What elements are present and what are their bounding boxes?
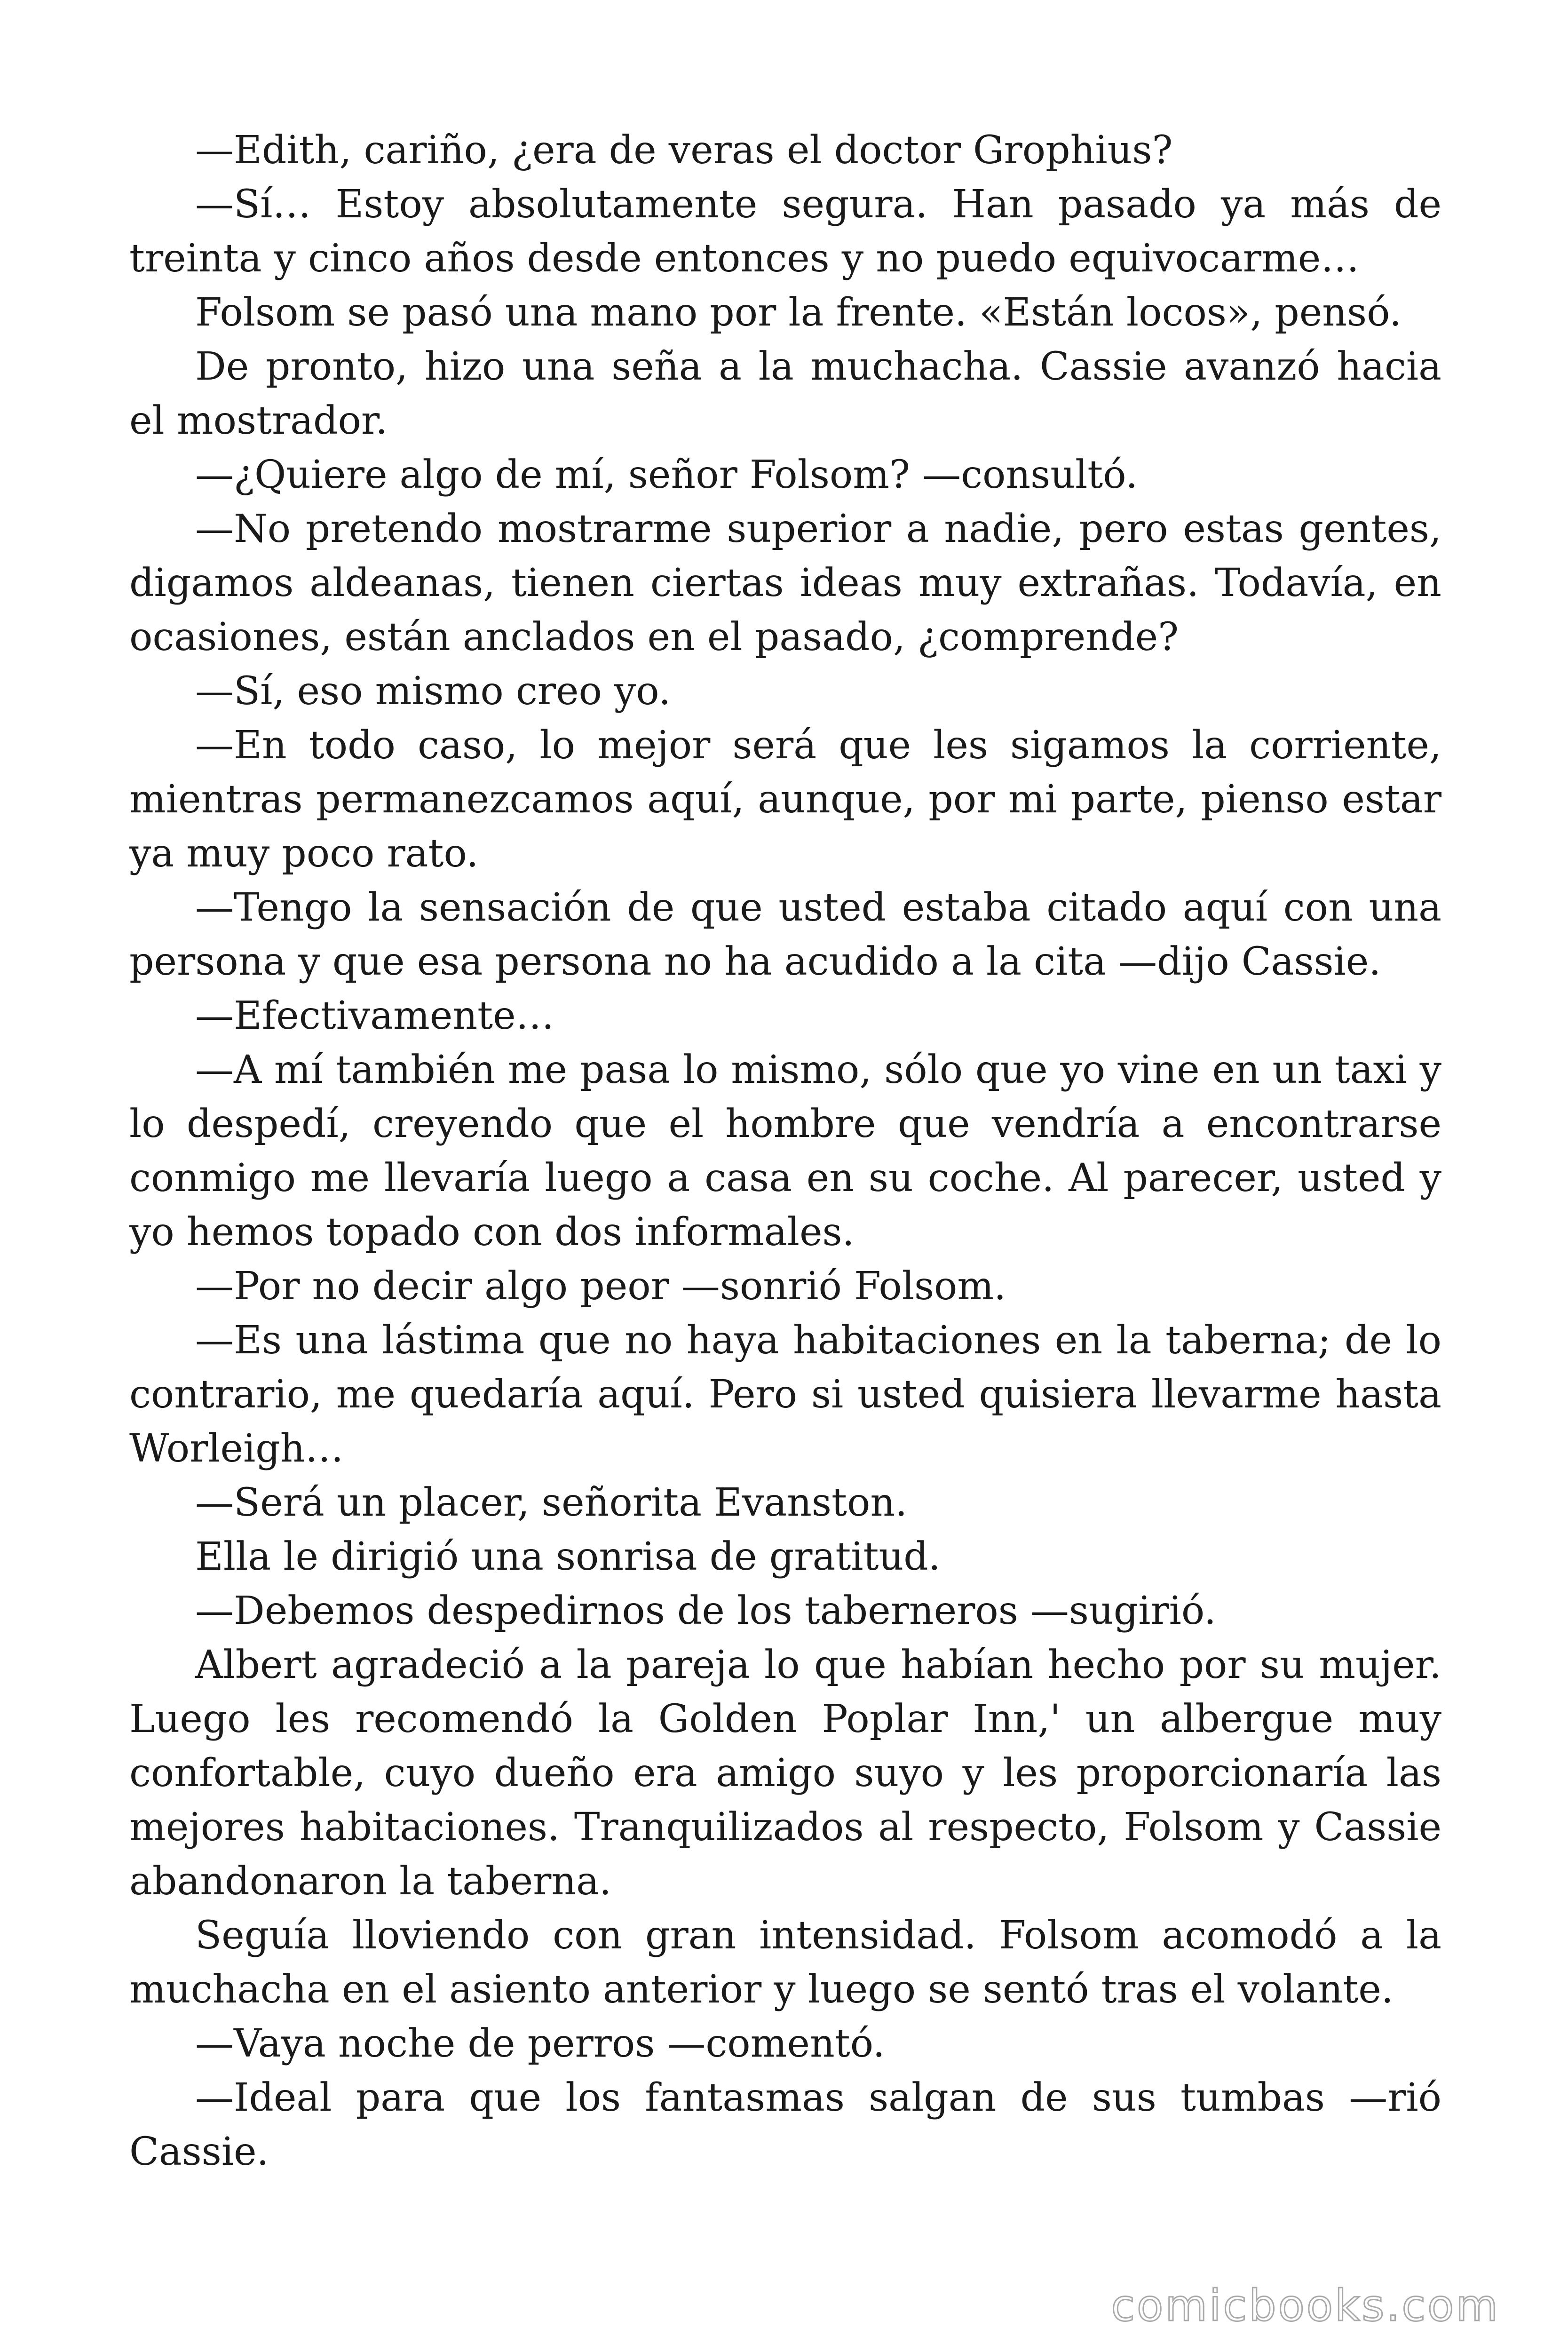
paragraph: Folsom se pasó una mano por la frente. «Están locos», pensó. [195, 290, 1402, 335]
paragraph: Ella le dirigió una sonrisa de gratitud. [195, 1534, 941, 1579]
paragraph: —A mí también me pasa lo mismo, sólo que yo vine en un taxi y lo despedí, creyendo que el hombre que vendría a encontrarse conmigo me llevaría luego a casa en su coche. Al parecer, usted y yo hemos topado con dos informales. [129, 1048, 1441, 1255]
paragraph: —Por no decir algo peor —sonrió Folsom. [195, 1264, 1006, 1309]
paragraph: —Debemos despedirnos de los taberneros —sugirió. [195, 1589, 1216, 1633]
body-text [129, 123, 1441, 2179]
paragraph: —Sí, eso mismo creo yo. [195, 669, 671, 714]
paragraph: —Edith, cariño, ¿era de veras el doctor Grophius? [195, 128, 1173, 173]
paragraph: —En todo caso, lo mejor será que les sigamos la corriente, mientras permanezcamos aquí, aunque, por mi parte, pienso estar ya muy poco rato. [129, 723, 1441, 876]
paragraph: —Es una lástima que no haya habitaciones en la taberna; de lo contrario, me quedaría aquí. Pero si usted quisiera llevarme hasta Worleigh… [129, 1318, 1441, 1471]
paragraph: —¿Quiere algo de mí, señor Folsom? —consultó. [195, 453, 1138, 497]
paragraph: —Será un placer, señorita Evanston. [195, 1480, 908, 1525]
paragraph: —Sí… Estoy absolutamente segura. Han pasado ya más de treinta y cinco años desde entonces y no puedo equivocarme… [129, 182, 1441, 281]
paragraph: —No pretendo mostrarme superior a nadie, pero estas gentes, digamos aldeanas, tienen ciertas ideas muy extrañas. Todavía, en ocasiones, están anclados en el pasado, ¿comprende? [129, 507, 1441, 660]
paragraph: —Efectivamente… [195, 993, 554, 1038]
paragraph: —Vaya noche de perros —comentó. [195, 2021, 885, 2066]
paragraph: Albert agradeció a la pareja lo que habían hecho por su mujer. Luego les recomendó la Golden Poplar Inn,' un albergue muy confortable, cuyo dueño era amigo suyo y les proporcionaría las mejores habitaciones. Tranquilizados al respecto, Folsom y Cassie abandonaron la taberna. [129, 1643, 1441, 1904]
paragraph: De pronto, hizo una seña a la muchacha. Cassie avanzó hacia el mostrador. [129, 344, 1441, 443]
watermark: comicbooks.com [1111, 2280, 1500, 2331]
paragraph: Seguía lloviendo con gran intensidad. Folsom acomodó a la muchacha en el asiento anterior y luego se sentó tras el volante. [129, 1913, 1441, 2012]
paragraph: —Ideal para que los fantasmas salgan de sus tumbas —rió Cassie. [129, 2075, 1441, 2174]
paragraph: —Tengo la sensación de que usted estaba citado aquí con una persona y que esa persona no ha acudido a la cita —dijo Cassie. [129, 885, 1441, 984]
